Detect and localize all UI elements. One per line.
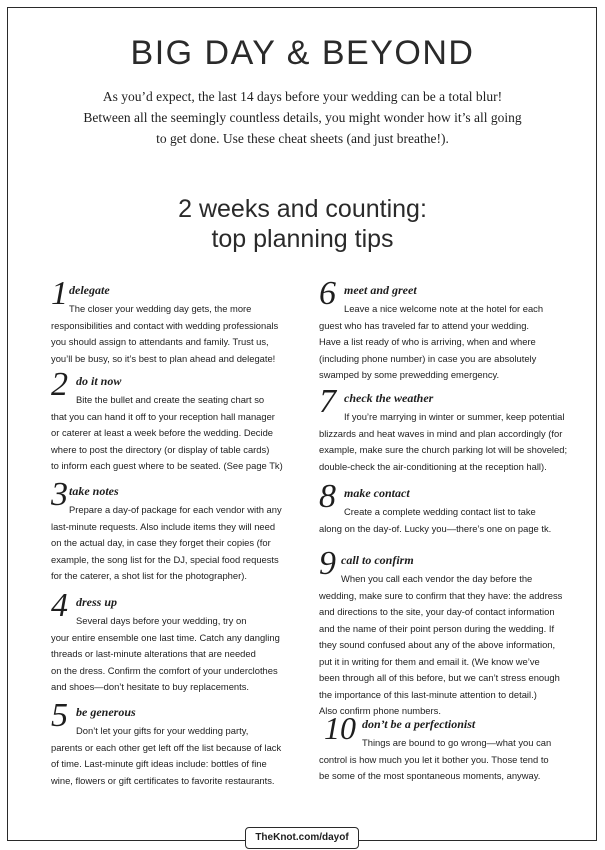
tip-body [319, 301, 543, 384]
tip-body [319, 571, 562, 720]
tip-line: they sound confused about any of the above information, [319, 639, 556, 650]
tip-body [51, 723, 281, 789]
tip-line: Several days before your wedding, try on [76, 615, 247, 626]
tip-line: and shoes—don’t hesitate to buy replacements. [51, 681, 250, 692]
tip-line: The closer your wedding day gets, the more [69, 303, 252, 314]
tip-number: 3 [51, 476, 68, 513]
tip-number: 7 [319, 383, 336, 420]
tip-body [51, 301, 278, 367]
tip-line: put it in writing for them and email it. (We know we’ve [319, 655, 540, 667]
tip-line: you should assign to attendants and family. Trust us, [51, 336, 269, 347]
tip-line: Things are bound to go wrong—what you can [362, 737, 552, 748]
tip-line: and directions to the site, your day-of contact information [319, 606, 555, 617]
tip-line: Also confirm phone numbers. [319, 705, 441, 716]
tip-line: Bite the bullet and create the seating chart so [76, 394, 265, 405]
tip-number: 4 [51, 587, 68, 624]
tip-number: 9 [319, 545, 336, 582]
tip-title: call to confirm [341, 553, 414, 567]
intro-line: to get done. Use these cheat sheets (and just breathe!). [156, 131, 449, 146]
tip-line: When you call each vendor the day before the [341, 573, 533, 584]
tip-line: along on the day-of. Lucky you—there’s one on page tk. [319, 522, 552, 534]
tip-title: don’t be a perfectionist [362, 717, 476, 731]
tip-title: be generous [76, 705, 136, 719]
tip-line: you’ll be busy, so it’s best to plan ahead and delegate! [51, 352, 276, 364]
tip-title: check the weather [344, 391, 434, 405]
tip-title: delegate [69, 283, 110, 297]
intro-text [60, 86, 545, 149]
footer-link[interactable]: TheKnot.com/dayof [245, 827, 359, 849]
tip-line: blizzards and heat waves in mind and plan accordingly (for [319, 427, 563, 439]
tip-line: Leave a nice welcome note at the hotel for each [344, 303, 544, 314]
tip-line: Prepare a day-of package for each vendor with any [69, 504, 282, 515]
tip-number: 5 [51, 697, 68, 734]
tip-body [51, 392, 283, 475]
tip-line: responsibilities and contact with wedding professionals [51, 319, 279, 331]
tip-line: and the name of their point person during the wedding. If [319, 622, 555, 634]
tip-line: Create a complete wedding contact list to take [344, 506, 536, 517]
tip-line: guest who has traveled far to attend your wedding. [319, 319, 530, 331]
intro-line: Between all the seemingly countless details, you might wonder how it’s all going [83, 110, 522, 125]
tip-title: dress up [76, 595, 118, 609]
tip-line: parents or each other get left off the list because of lack [51, 741, 282, 753]
tip-line: last-minute requests. Also include items they will need [51, 520, 276, 532]
tip-line: wedding, make sure to confirm that they have: the address [319, 589, 563, 601]
tip-line: been through all of this before, but we can’t stress enough [319, 672, 560, 683]
tip-line: example, make sure the church parking lot will be shoveled; [319, 444, 568, 455]
tip-line: wine, flowers or gift certificates to favorite restaurants. [51, 774, 275, 786]
intro-line: As you’d expect, the last 14 days before your wedding can be a total blur! [102, 89, 503, 104]
tip-body [319, 409, 567, 475]
tip-line: that you can hand it off to your reception hall manager [51, 410, 275, 422]
tip-line: control is how much you let it bother you. Those tend to [319, 753, 549, 765]
tip-line: your entire ensemble one last time. Catch any dangling [51, 631, 280, 643]
tip-number: 8 [319, 478, 336, 515]
tip-line: the importance of this last-minute attention to detail.) [319, 688, 537, 700]
page-title: BIG DAY & BEYOND [130, 34, 475, 72]
tip-number: 6 [319, 275, 336, 312]
tip-line: swamped by some prewedding emergency. [319, 369, 500, 380]
tip-line: for the caterer, a shot list for the photographer). [51, 570, 247, 581]
tip-line: If you’re marrying in winter or summer, keep potential [344, 411, 565, 422]
tip-title: meet and greet [344, 283, 417, 297]
section-subtitle [0, 194, 605, 254]
tip-number: 1 [51, 275, 68, 312]
tip-line: example, the song list for the DJ, special food requests [51, 553, 279, 565]
tip-line: or caterer at least a week before the wedding. Decide [51, 427, 274, 438]
tip-line: to inform each guest where to be seated. (See page Tk) [51, 460, 283, 471]
tip-line: (including phone number) in case you are absolutely [319, 352, 537, 364]
tip-body [319, 735, 551, 785]
tip-title: do it now [76, 374, 122, 388]
tip-line: on the actual day, in case they forget their copies (for [51, 537, 271, 548]
tip-body [319, 504, 551, 537]
tip-line: double-check the air-conditioning at the reception hall). [319, 460, 547, 472]
tip-body [51, 502, 282, 585]
tip-body [51, 613, 280, 696]
tip-title: take notes [69, 484, 119, 498]
tip-line: be some of the most spontaneous moments, anyway. [319, 770, 541, 781]
tip-line: Don’t let your gifts for your wedding party, [76, 725, 249, 736]
tip-line: on the dress. Confirm the comfort of your underclothes [51, 664, 278, 676]
tip-line: threads or last-minute alterations that are needed [51, 648, 256, 659]
subtitle-line: top planning tips [211, 225, 394, 253]
tip-line: where to post the directory (or display of table cards) [51, 443, 270, 455]
tip-line: Have a list ready of who is arriving, when and where [319, 336, 536, 347]
tip-number: 10 [324, 710, 356, 746]
subtitle-line: 2 weeks and counting: [178, 195, 427, 223]
tip-line: of time. Last-minute gift ideas include: bottles of fine [51, 758, 267, 769]
tip-number: 2 [51, 366, 68, 403]
tip-title: make contact [344, 486, 410, 500]
